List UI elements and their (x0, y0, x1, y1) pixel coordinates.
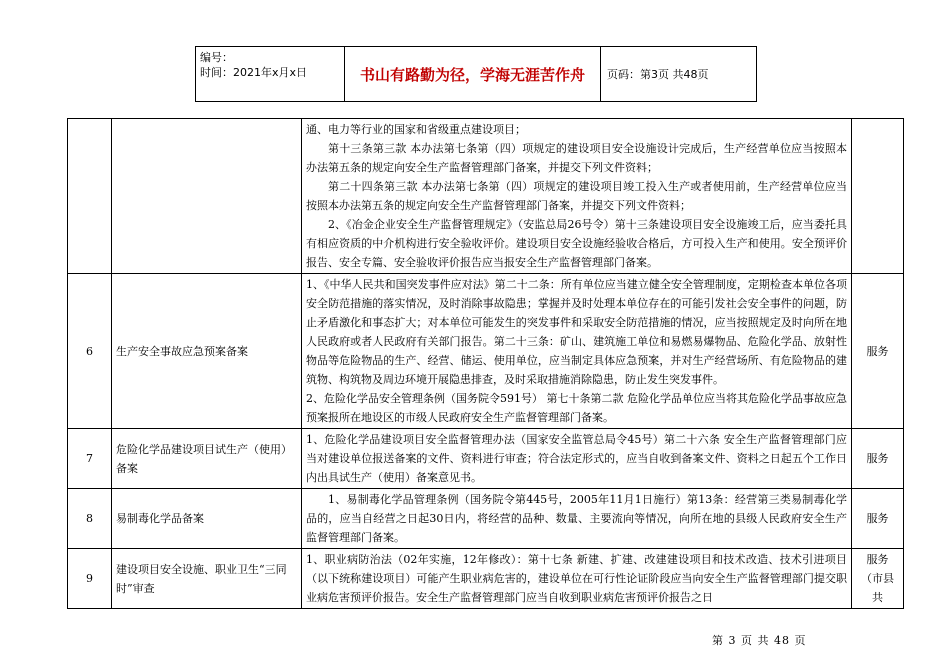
legal-basis (302, 549, 852, 609)
item-category: 服务（市县共 (852, 549, 904, 609)
table-row (68, 549, 904, 609)
table-row (68, 429, 904, 489)
legal-paragraph: 1、危险化学品建设项目安全监督管理办法（国家安全监管总局令45号）第二十六条 安全生产监督管理部门应当对建设单位报送备案的文件、资料进行审查；符合法定形式的，应当自收到备案文件、资料之日起五个工作日内出具试生产（使用）备案意见书。 (306, 433, 847, 484)
header-page-label: 页码：第3页 共48页 (607, 68, 709, 81)
legal-basis (302, 274, 852, 429)
item-category (852, 119, 904, 274)
legal-paragraph: 2、危险化学品安全管理条例（国务院令591号） 第七十条第二款 危险化学品单位应当将其危险化学品事故应急预案报所在地设区的市级人民政府安全生产监督管理部门备案。 (306, 392, 847, 424)
legal-paragraph: 1、《中华人民共和国突发事件应对法》第二十二条：所有单位应当建立健全安全管理制度，定期检查本单位各项安全防范措施的落实情况，及时消除事故隐患；掌握并及时处理本单位存在的可能引发社会安全事件的问题，防止矛盾激化和事态扩大；对本单位可能发生的突发事件和采取安全防范措施的情况，应当按照规定及时向所在地人民政府或者人民政府有关部门报告。第二十三条：矿山、建筑施工单位和易燃易爆物品、危险化学品、放射性物品等危险物品的生产、经营、储运、使用单位，应当制定具体应急预案，并对生产经营场所、有危险物品的建筑物、构筑物及周边环境开展隐患排查，及时采取措施消除隐患，防止发生突发事件。 (306, 278, 847, 386)
item-name (112, 119, 302, 274)
item-name: 易制毒化学品备案 (112, 489, 302, 549)
legal-basis (302, 489, 852, 549)
table-row (68, 119, 904, 274)
legal-paragraph: 第十三条第三款 本办法第七条第（四）项规定的建设项目安全设施设计完成后，生产经营单位应当按照本办法第五条的规定向安全生产监督管理部门备案，并提交下列文件资料； (306, 142, 847, 174)
table-row (68, 274, 904, 429)
number-label: 编号： (200, 51, 233, 64)
header-motto: 书山有路勤为径，学海无涯苦作舟 (345, 47, 601, 101)
item-category: 服务 (852, 274, 904, 429)
time-label: 时间：2021年x月x日 (200, 66, 308, 79)
legal-paragraph: 第二十四条第三款 本办法第七条第（四）项规定的建设项目竣工投入生产或者使用前，生产经营单位应当按照本办法第五条的规定向安全生产监督管理部门备案，并提交下列文件资料； (306, 180, 847, 212)
item-name: 生产安全事故应急预案备案 (112, 274, 302, 429)
legal-paragraph: 1、职业病防治法（02年实施，12年修改）：第十七条 新建、扩建、改建建设项目和技术改造、技术引进项目（以下统称建设项目）可能产生职业病危害的，建设单位在可行性论证阶段应当向安全生产监督管理部门提交职业病危害预评价报告。安全生产监督管理部门应当自收到职业病危害预评价报告之日 (306, 553, 847, 604)
item-name: 建设项目安全设施、职业卫生“三同时”审查 (112, 549, 302, 609)
legal-basis (302, 119, 852, 274)
row-number: 9 (68, 549, 112, 609)
row-number (68, 119, 112, 274)
page-header (195, 46, 757, 102)
legal-basis (302, 429, 852, 489)
regulation-table (67, 118, 904, 609)
item-category: 服务 (852, 489, 904, 549)
item-name: 危险化学品建设项目试生产（使用）备案 (112, 429, 302, 489)
item-category: 服务 (852, 429, 904, 489)
table-row (68, 489, 904, 549)
row-number: 8 (68, 489, 112, 549)
legal-paragraph: 2、《冶金企业安全生产监督管理规定》（安监总局26号令）第十三条建设项目安全设施竣工后，应当委托具有相应资质的中介机构进行安全验收评价。建设项目安全设施经验收合格后，方可投入生产和使用。安全预评价报告、安全专篇、安全验收评价报告应当报安全生产监督管理部门备案。 (306, 218, 847, 269)
page-footer: 第 3 页 共 48 页 (712, 634, 807, 647)
legal-paragraph: 1、易制毒化学品管理条例（国务院令第445号，2005年11月1日施行）第13条：经营第三类易制毒化学品的，应当自经营之日起30日内，将经营的品种、数量、主要流向等情况，向所在地的县级人民政府安全生产监督管理部门备案。 (306, 493, 847, 544)
header-meta (196, 47, 345, 101)
legal-paragraph: 通、电力等行业的国家和省级重点建设项目； (306, 123, 526, 136)
row-number: 7 (68, 429, 112, 489)
row-number: 6 (68, 274, 112, 429)
